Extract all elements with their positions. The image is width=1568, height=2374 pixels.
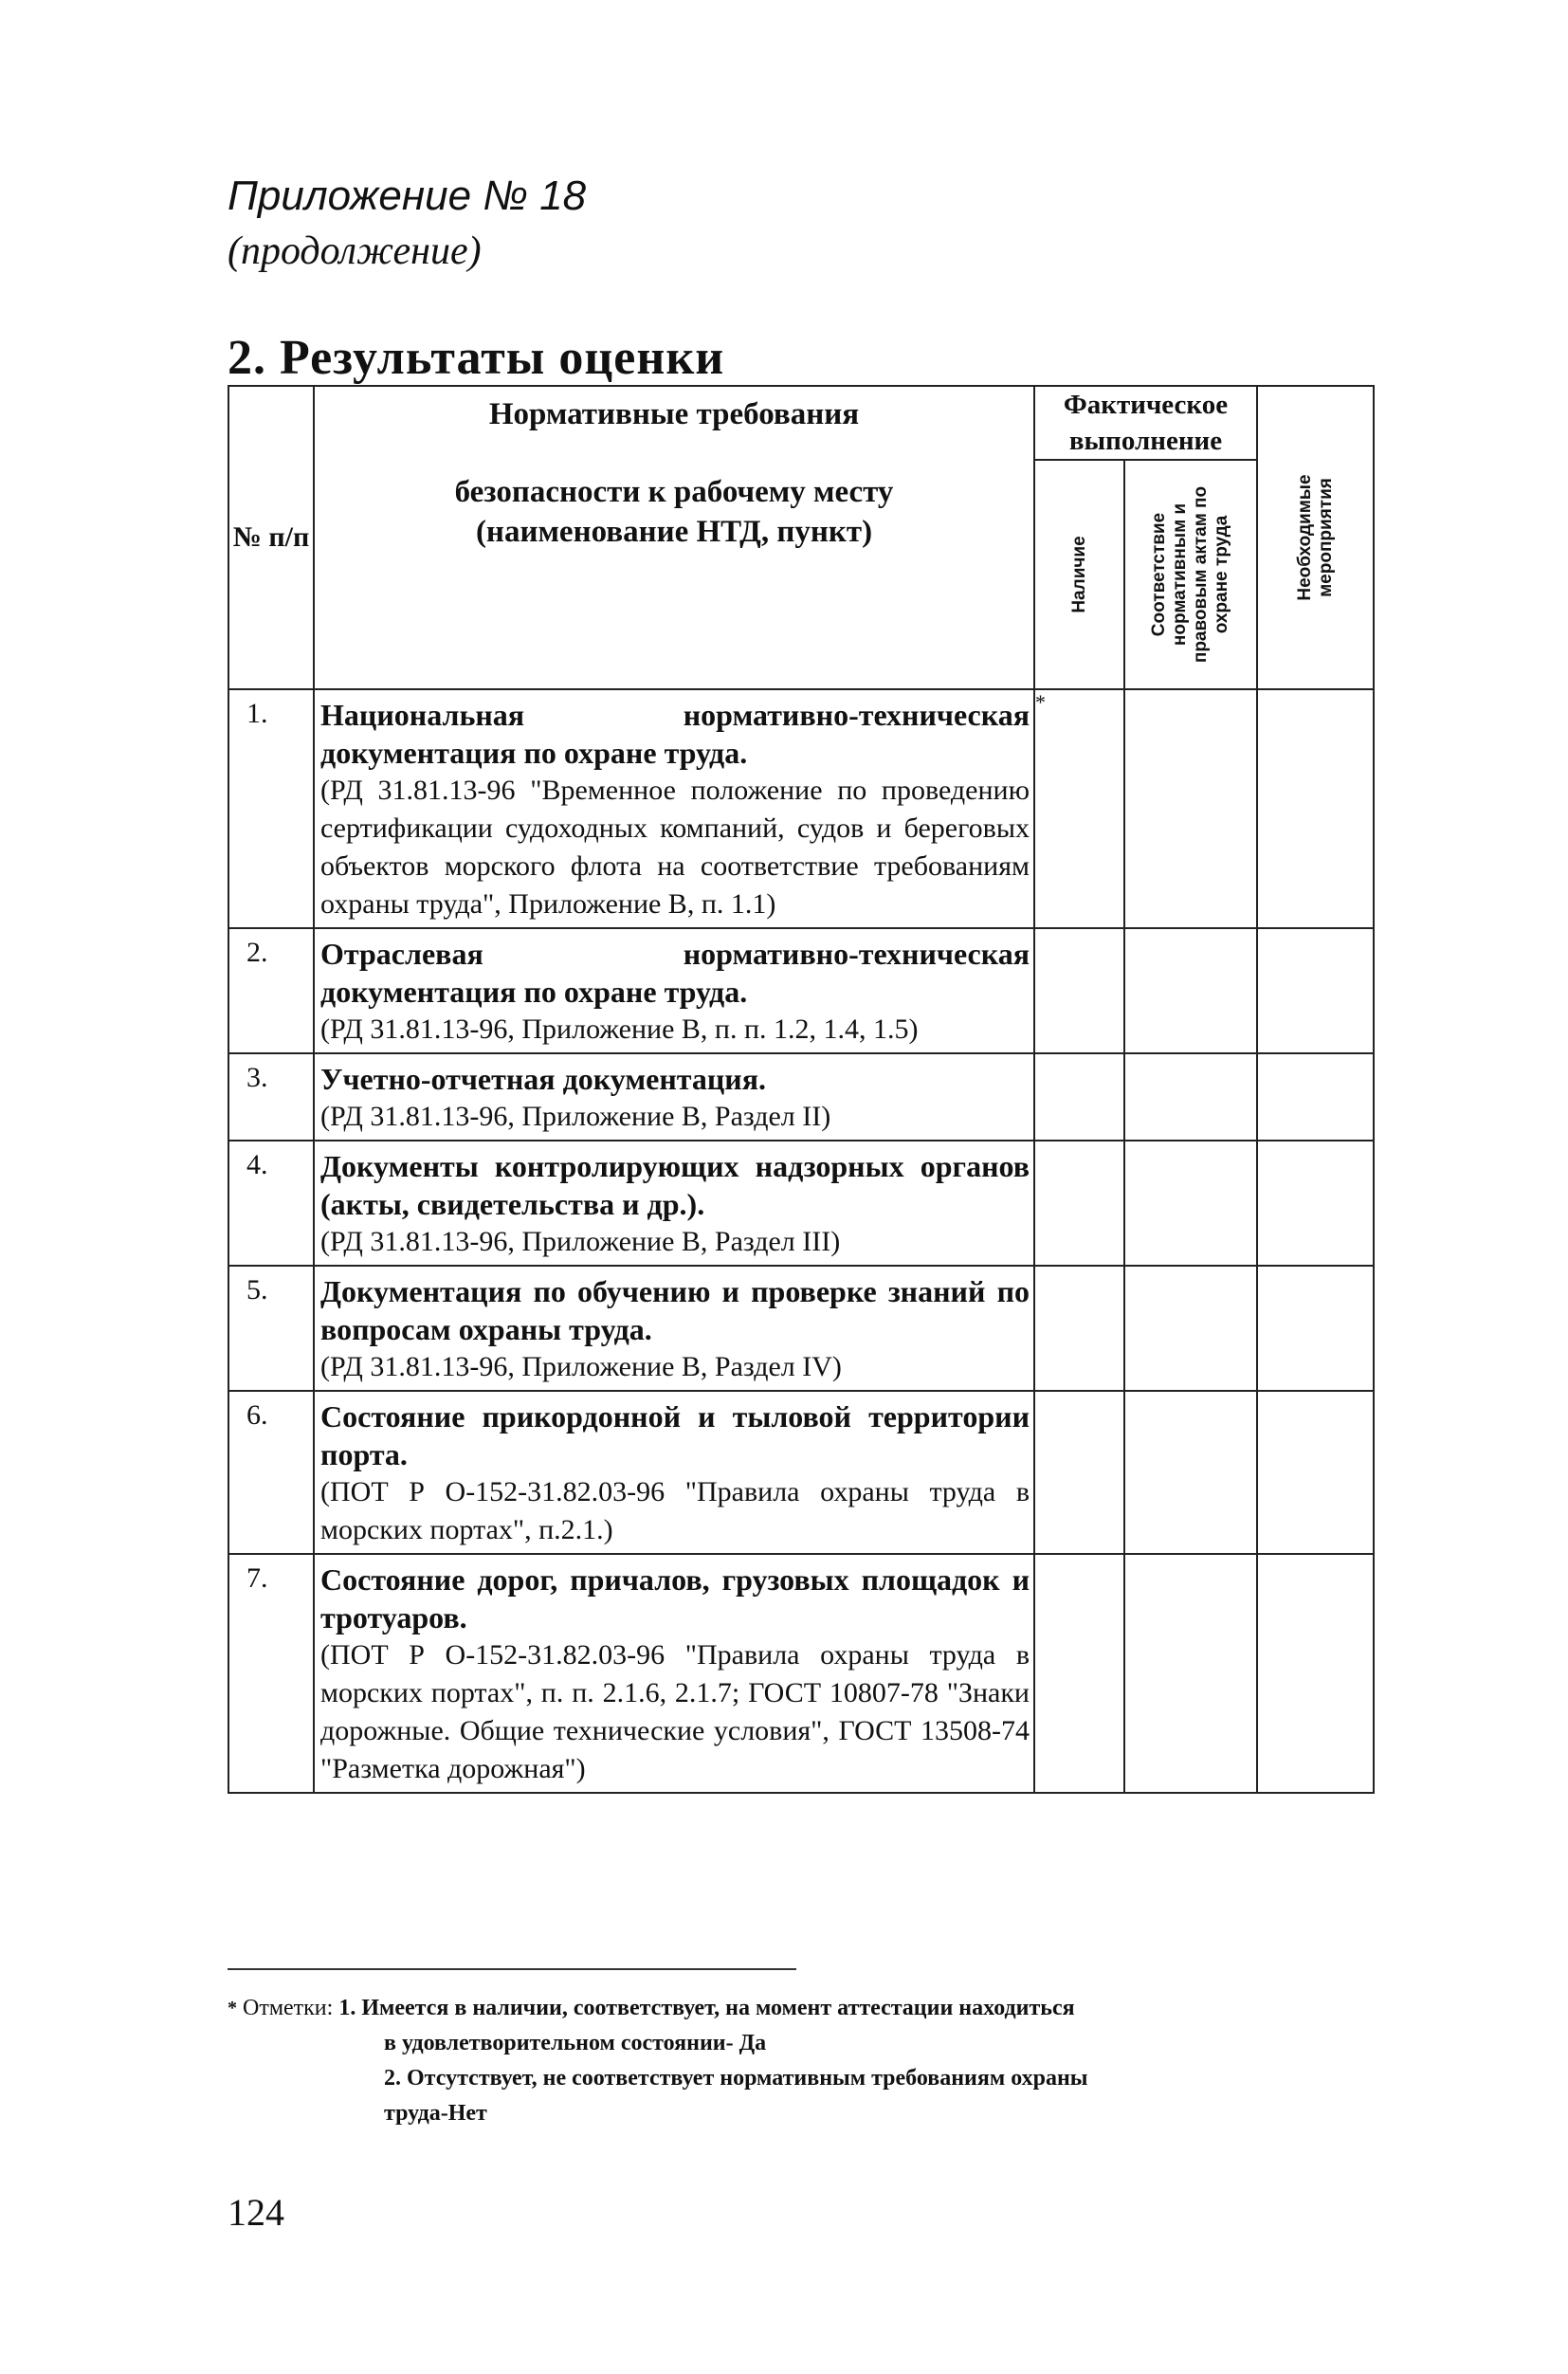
table-row [228,689,1374,928]
row-compliance-cell[interactable] [1124,1391,1257,1554]
row-number: 5. [228,1266,314,1391]
footnote-star: * [228,1998,237,2018]
header-compliance: Соответствие нормативным и правовым актам по охране труда [1149,485,1231,664]
row-compliance-cell[interactable] [1124,1141,1257,1266]
row-presence-cell[interactable] [1034,1141,1124,1266]
row-compliance-cell[interactable] [1124,1266,1257,1391]
header-presence: Наличие [1068,536,1089,613]
row-compliance-cell[interactable] [1124,689,1257,928]
row-title: Национальная нормативно-техническая документация по охране труда. [320,698,1030,770]
row-reference: (РД 31.81.13-96, Приложение В, Раздел II) [320,1101,831,1132]
row-presence-cell[interactable] [1034,1554,1124,1793]
row-title: Документы контролирующих надзорных органов (акты, свидетельства и др.). [320,1149,1030,1221]
footnote [228,1991,1384,2131]
row-presence-cell[interactable] [1034,689,1124,928]
header-requirements-line3: (наименование НТД, пункт) [475,515,873,549]
table-row [228,928,1374,1053]
row-title: Состояние прикордонной и тыловой территории порта. [320,1399,1030,1471]
footnote-item2-line1: 2. Отсутствует, не соответствует нормативным требованиям охраны [384,2066,1088,2091]
row-title: Учетно-отчетная документация. [320,1062,767,1096]
row-title: Документация по обучению и проверке знаний по вопросам охраны труда. [320,1274,1030,1346]
row-title: Состояние дорог, причалов, грузовых площадок и тротуаров. [320,1562,1030,1634]
row-measures-cell[interactable] [1257,1554,1374,1793]
page-number: 124 [228,2191,284,2234]
row-measures-cell[interactable] [1257,1266,1374,1391]
header-presence-cell [1034,460,1124,689]
footnote-label: Отметки: [243,1996,334,2020]
row-number: 6. [228,1391,314,1554]
row-compliance-cell[interactable] [1124,928,1257,1053]
row-presence-cell[interactable] [1034,928,1124,1053]
row-reference: (РД 31.81.13-96 "Временное положение по проведению сертификации судоходных компаний, судов и береговых объектов морского флота на соответствие требованиям охраны труда", Приложение В, п. 1.1) [320,775,1030,920]
row-requirement [314,1053,1034,1141]
header-number: № п/п [228,386,314,689]
row-presence-cell[interactable] [1034,1391,1124,1554]
row-requirement [314,928,1034,1053]
row-compliance-cell[interactable] [1124,1053,1257,1141]
row-requirement [314,1391,1034,1554]
assessment-table [228,385,1375,1794]
row-requirement [314,1554,1034,1793]
header-requirements-line2: безопасности к рабочему месту [454,475,894,509]
row-requirement [314,1266,1034,1391]
row-presence-cell[interactable] [1034,1266,1124,1391]
footnote-item1-line1: 1. Имеется в наличии, соответствует, на момент аттестации находиться [338,1996,1075,2020]
row-presence-cell[interactable] [1034,1053,1124,1141]
row-measures-cell[interactable] [1257,1053,1374,1141]
row-number: 3. [228,1053,314,1141]
row-reference: (РД 31.81.13-96, Приложение В, Раздел III) [320,1226,841,1257]
header-compliance-cell [1124,460,1257,689]
footnote-item1-line2: в удовлетворительном состоянии- Да [384,2031,767,2055]
header-requirements-line1: Нормативные требования [488,397,860,431]
row-reference: (ПОТ Р О-152-31.82.03-96 "Правила охраны труда в морских портах", п.2.1.) [320,1476,1030,1545]
table-row [228,1391,1374,1554]
row-number: 7. [228,1554,314,1793]
appendix-title: Приложение № 18 [228,173,587,219]
row-number: 1. [228,689,314,928]
table-row [228,1266,1374,1391]
table-row [228,1141,1374,1266]
table-header-row [228,386,1374,460]
header-measures-cell [1257,386,1374,689]
row-number: 2. [228,928,314,1053]
row-reference: (ПОТ Р О-152-31.82.03-96 "Правила охраны труда в морских портах", п. п. 2.1.6, 2.1.7; ГОСТ 10807-78 "Знаки дорожные. Общие технические условия", ГОСТ 13508-74 "Разметка дорожная") [320,1639,1030,1784]
appendix-heading [228,169,586,279]
row-measures-cell[interactable] [1257,1141,1374,1266]
row-measures-cell[interactable] [1257,1391,1374,1554]
row-measures-cell[interactable] [1257,928,1374,1053]
table-row [228,1554,1374,1793]
row-reference: (РД 31.81.13-96, Приложение В, Раздел IV) [320,1351,842,1382]
section-title: 2. Результаты оценки [228,331,725,385]
appendix-continuation: (продолжение) [228,229,482,273]
header-requirements [314,386,1034,689]
table-row [228,1053,1374,1141]
row-reference: (РД 31.81.13-96, Приложение В, п. п. 1.2, 1.4, 1.5) [320,1014,919,1045]
footnote-divider [228,1968,796,1970]
footnote-mark: * [1035,690,1046,714]
row-title: Отраслевая нормативно-техническая документация по охране труда. [320,937,1030,1009]
footnote-item2-line2: труда-Нет [384,2101,487,2126]
header-actual: Фактическое выполнение [1034,386,1257,460]
header-measures: Необходимые мероприятия [1294,474,1336,601]
table-body [228,689,1374,1793]
row-requirement [314,689,1034,928]
row-measures-cell[interactable] [1257,689,1374,928]
row-compliance-cell[interactable] [1124,1554,1257,1793]
row-number: 4. [228,1141,314,1266]
row-requirement [314,1141,1034,1266]
